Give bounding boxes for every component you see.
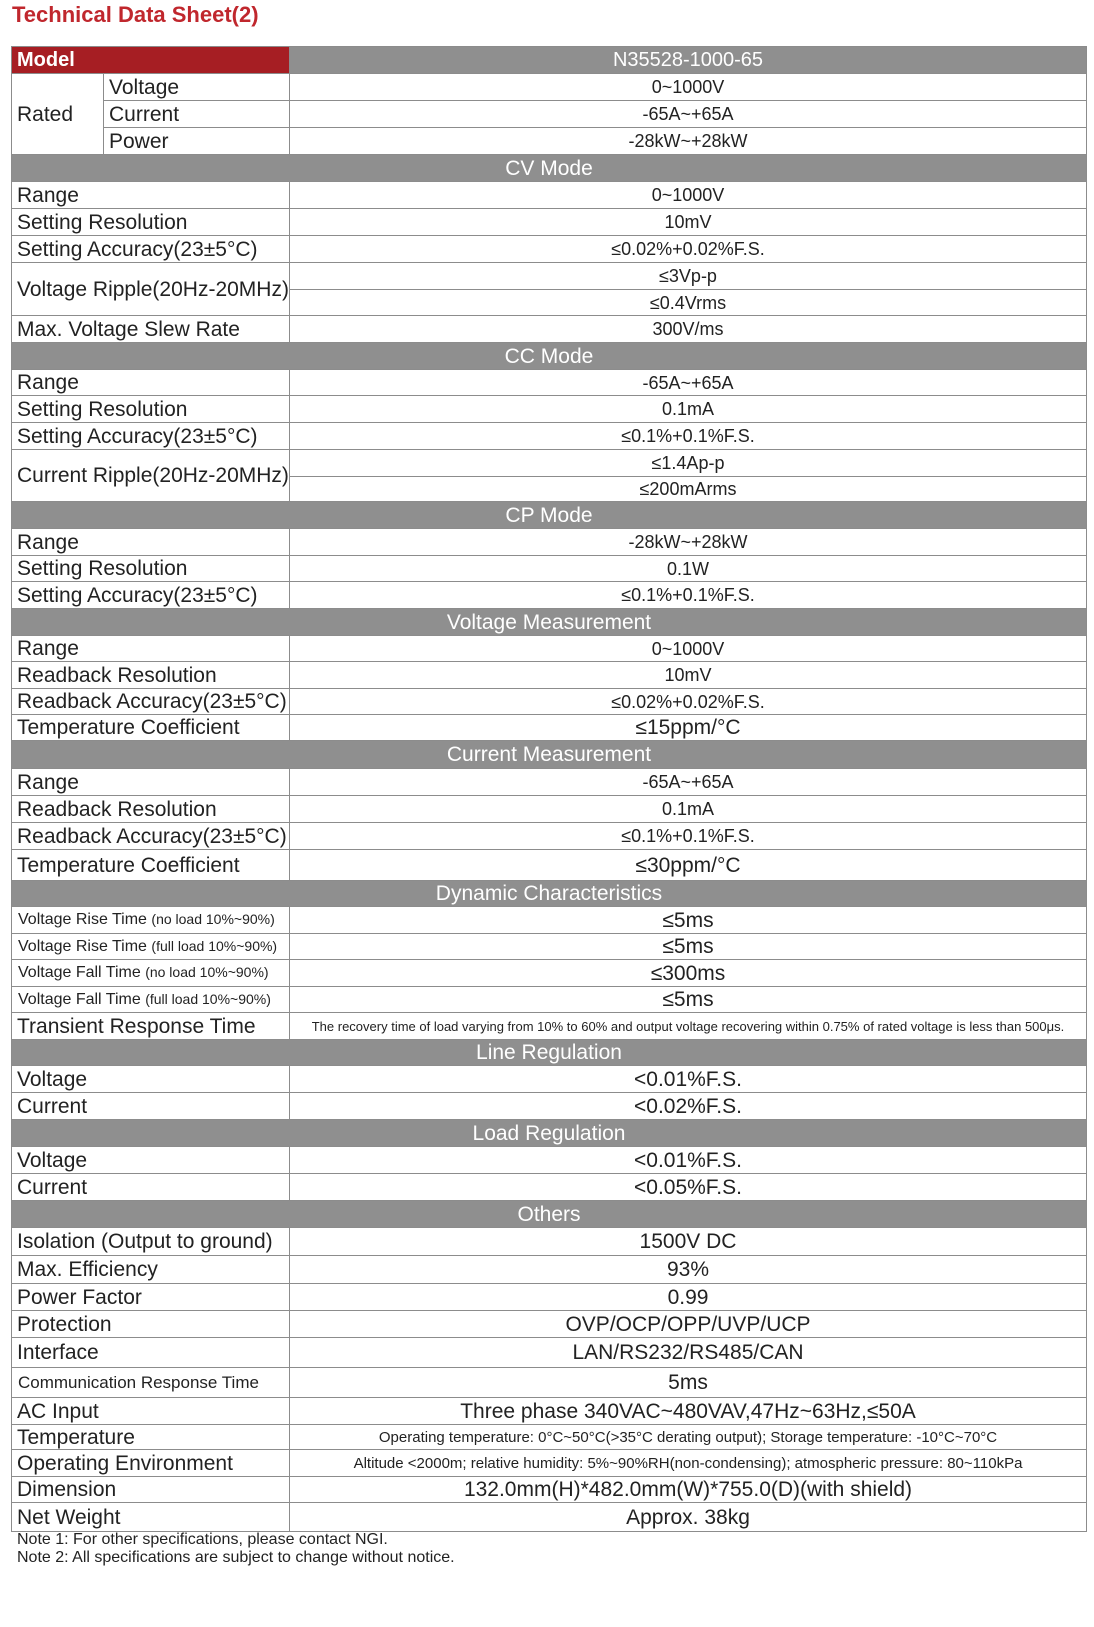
cm-tempco-value: ≤30ppm/°C <box>290 850 1087 881</box>
cc-resolution-value: 0.1mA <box>290 396 1087 423</box>
cc-ripple-label: Current Ripple(20Hz-20MHz) <box>12 450 290 502</box>
dimension-value: 132.0mm(H)*482.0mm(W)*755.0(D)(with shield) <box>290 1477 1087 1503</box>
efficiency-value: 93% <box>290 1256 1087 1284</box>
line-current-value: <0.02%F.S. <box>290 1093 1087 1120</box>
load-voltage-label: Voltage <box>12 1147 290 1174</box>
rated-voltage-value: 0~1000V <box>290 74 1087 101</box>
rated-label: Rated <box>12 74 104 155</box>
dyn-fall-fullload-value: ≤5ms <box>290 987 1087 1013</box>
vm-accuracy-label: Readback Accuracy(23±5°C) <box>12 689 290 715</box>
line-voltage-value: <0.01%F.S. <box>290 1066 1087 1093</box>
dimension-label: Dimension <box>12 1477 290 1503</box>
dyn-transient-label: Transient Response Time <box>12 1013 290 1040</box>
cm-resolution-label: Readback Resolution <box>12 796 290 823</box>
vm-range-label: Range <box>12 636 290 662</box>
table-row <box>12 101 1087 128</box>
interface-value: LAN/RS232/RS485/CAN <box>290 1338 1087 1368</box>
cv-ripple-label: Voltage Ripple(20Hz-20MHz) <box>12 263 290 316</box>
model-value: N35528-1000-65 <box>290 47 1087 74</box>
load-current-label: Current <box>12 1174 290 1201</box>
section-header-cp: CP Mode <box>12 502 1087 529</box>
table-row <box>12 74 1087 101</box>
cp-accuracy-label: Setting Accuracy(23±5°C) <box>12 582 290 609</box>
vm-tempco-label: Temperature Coefficient <box>12 715 290 741</box>
section-header-others: Others <box>12 1201 1087 1228</box>
vm-resolution-value: 10mV <box>290 662 1087 689</box>
cv-resolution-value: 10mV <box>290 209 1087 236</box>
comm-response-label: Communication Response Time <box>12 1368 290 1398</box>
cm-range-label: Range <box>12 769 290 796</box>
table-row <box>12 128 1087 155</box>
spec-table <box>11 46 1087 1532</box>
cv-range-label: Range <box>12 182 290 209</box>
cp-range-label: Range <box>12 529 290 556</box>
section-header-cm: Current Measurement <box>12 741 1087 769</box>
cv-slew-label: Max. Voltage Slew Rate <box>12 316 290 343</box>
cm-accuracy-label: Readback Accuracy(23±5°C) <box>12 823 290 850</box>
cp-range-value: -28kW~+28kW <box>290 529 1087 556</box>
interface-label: Interface <box>12 1338 290 1368</box>
cc-range-value: -65A~+65A <box>290 370 1087 396</box>
rated-power-value: -28kW~+28kW <box>290 128 1087 155</box>
model-label: Model <box>12 47 290 74</box>
dyn-transient-value: The recovery time of load varying from 10% to 60% and output voltage recovering within 0.75% of rated voltage is less than 500μs. <box>290 1013 1087 1040</box>
cp-resolution-label: Setting Resolution <box>12 556 290 582</box>
cp-resolution-value: 0.1W <box>290 556 1087 582</box>
section-header-vm: Voltage Measurement <box>12 609 1087 636</box>
cc-accuracy-label: Setting Accuracy(23±5°C) <box>12 423 290 450</box>
environment-value: Altitude <2000m; relative humidity: 5%~90%RH(non-condensing); atmospheric pressure: 80~110kPa <box>290 1450 1087 1477</box>
vm-tempco-value: ≤15ppm/°C <box>290 715 1087 741</box>
section-header-cc: CC Mode <box>12 343 1087 370</box>
cc-ripple-value-pp: ≤1.4Ap-p <box>290 450 1087 477</box>
cv-accuracy-value: ≤0.02%+0.02%F.S. <box>290 236 1087 263</box>
dyn-rise-noload-label: Voltage Rise Time (no load 10%~90%) <box>12 907 290 934</box>
isolation-value: 1500V DC <box>290 1228 1087 1256</box>
cc-ripple-value-rms: ≤200mArms <box>290 477 1087 502</box>
cv-slew-value: 300V/ms <box>290 316 1087 343</box>
environment-label: Operating Environment <box>12 1450 290 1477</box>
page-title: Technical Data Sheet(2) <box>12 2 259 27</box>
cv-resolution-label: Setting Resolution <box>12 209 290 236</box>
dyn-rise-fullload-label: Voltage Rise Time (full load 10%~90%) <box>12 934 290 960</box>
vm-accuracy-value: ≤0.02%+0.02%F.S. <box>290 689 1087 715</box>
dyn-fall-noload-label: Voltage Fall Time (no load 10%~90%) <box>12 960 290 987</box>
protection-value: OVP/OCP/OPP/UVP/UCP <box>290 1311 1087 1338</box>
footnote-2: Note 2: All specifications are subject to change without notice. <box>17 1549 455 1566</box>
dyn-rise-noload-value: ≤5ms <box>290 907 1087 934</box>
comm-response-value: 5ms <box>290 1368 1087 1398</box>
section-header-load: Load Regulation <box>12 1120 1087 1147</box>
line-current-label: Current <box>12 1093 290 1120</box>
cv-ripple-value-rms: ≤0.4Vrms <box>290 290 1087 316</box>
cv-range-value: 0~1000V <box>290 182 1087 209</box>
temperature-label: Temperature <box>12 1425 290 1450</box>
section-header-dyn: Dynamic Characteristics <box>12 881 1087 907</box>
cv-accuracy-label: Setting Accuracy(23±5°C) <box>12 236 290 263</box>
isolation-label: Isolation (Output to ground) <box>12 1228 290 1256</box>
efficiency-label: Max. Efficiency <box>12 1256 290 1284</box>
section-header-line: Line Regulation <box>12 1040 1087 1066</box>
temperature-value: Operating temperature: 0°C~50°C(>35°C derating output); Storage temperature: -10°C~70°C <box>290 1425 1087 1450</box>
rated-current-value: -65A~+65A <box>290 101 1087 128</box>
line-voltage-label: Voltage <box>12 1066 290 1093</box>
net-weight-value: Approx. 38kg <box>290 1503 1087 1532</box>
power-factor-label: Power Factor <box>12 1284 290 1311</box>
rated-current-label: Current <box>104 101 290 128</box>
rated-power-label: Power <box>104 128 290 155</box>
model-row <box>12 47 1087 74</box>
cm-range-value: -65A~+65A <box>290 769 1087 796</box>
cc-resolution-label: Setting Resolution <box>12 396 290 423</box>
cv-ripple-value-pp: ≤3Vp-p <box>290 263 1087 290</box>
ac-input-value: Three phase 340VAC~480VAV,47Hz~63Hz,≤50A <box>290 1398 1087 1425</box>
dyn-fall-noload-value: ≤300ms <box>290 960 1087 987</box>
dyn-rise-fullload-value: ≤5ms <box>290 934 1087 960</box>
dyn-fall-fullload-label: Voltage Fall Time (full load 10%~90%) <box>12 987 290 1013</box>
section-header-cv: CV Mode <box>12 155 1087 182</box>
vm-range-value: 0~1000V <box>290 636 1087 662</box>
rated-voltage-label: Voltage <box>104 74 290 101</box>
cc-accuracy-value: ≤0.1%+0.1%F.S. <box>290 423 1087 450</box>
load-current-value: <0.05%F.S. <box>290 1174 1087 1201</box>
cp-accuracy-value: ≤0.1%+0.1%F.S. <box>290 582 1087 609</box>
cc-range-label: Range <box>12 370 290 396</box>
cm-tempco-label: Temperature Coefficient <box>12 850 290 881</box>
vm-resolution-label: Readback Resolution <box>12 662 290 689</box>
footnotes <box>17 1531 455 1567</box>
protection-label: Protection <box>12 1311 290 1338</box>
cm-accuracy-value: ≤0.1%+0.1%F.S. <box>290 823 1087 850</box>
net-weight-label: Net Weight <box>12 1503 290 1532</box>
cm-resolution-value: 0.1mA <box>290 796 1087 823</box>
power-factor-value: 0.99 <box>290 1284 1087 1311</box>
footnote-1: Note 1: For other specifications, please contact NGI. <box>17 1531 388 1548</box>
load-voltage-value: <0.01%F.S. <box>290 1147 1087 1174</box>
ac-input-label: AC Input <box>12 1398 290 1425</box>
